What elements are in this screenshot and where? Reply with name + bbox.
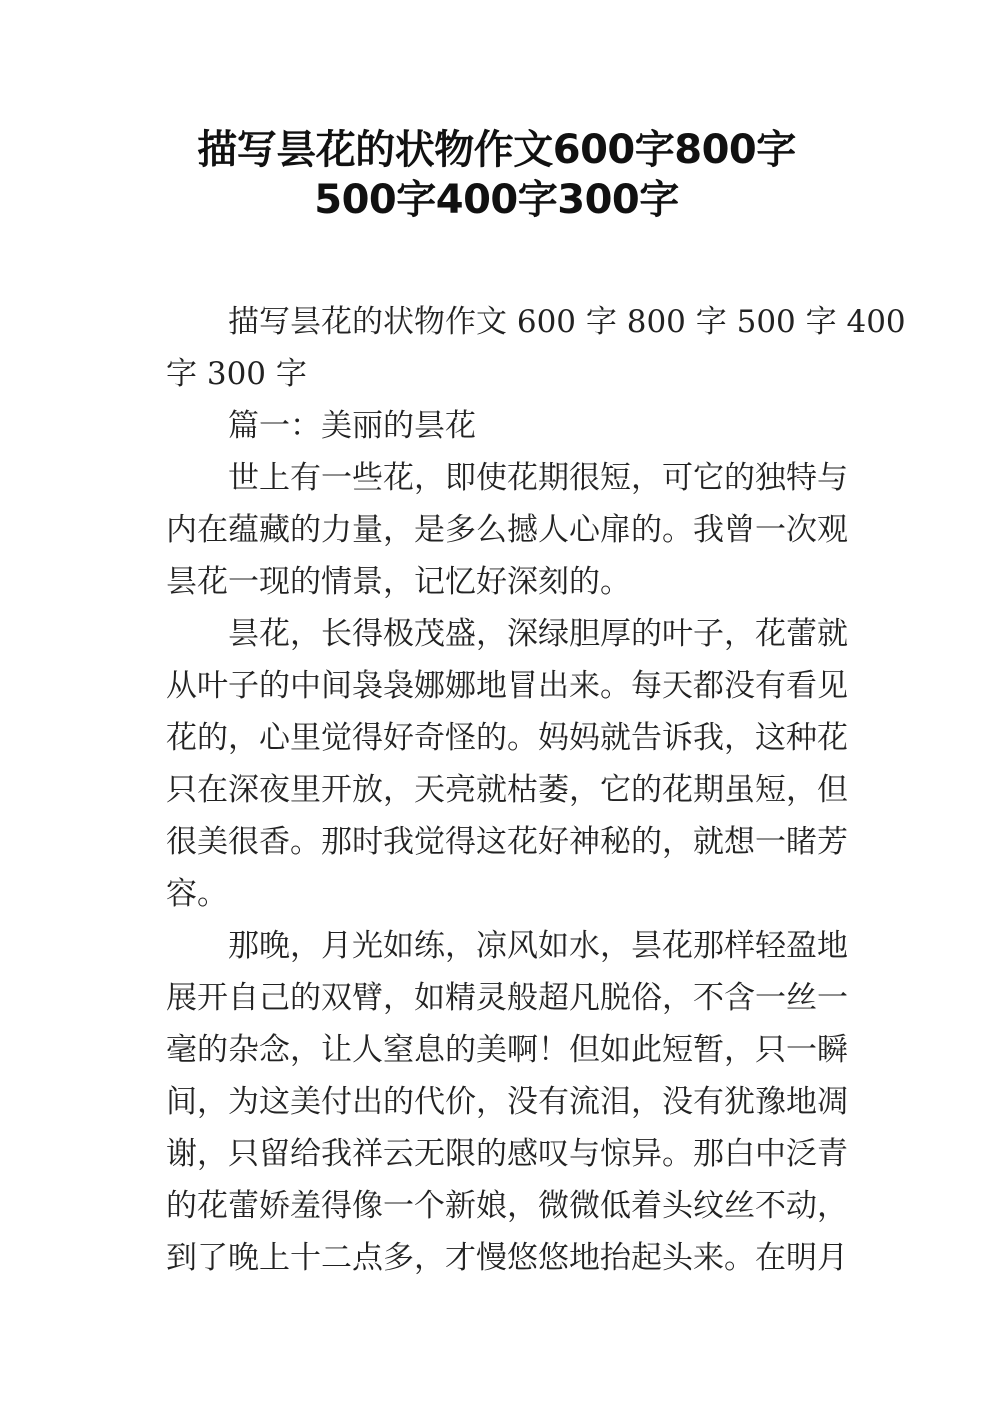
- paragraph-line: 内在蕴藏的力量，是多么撼人心扉的。我曾一次观: [166, 512, 848, 548]
- paragraph-line: 只在深夜里开放，天亮就枯萎，它的花期虽短，但: [166, 772, 848, 808]
- paragraph-line: 很美很香。那时我觉得这花好神秘的，就想一睹芳: [166, 824, 848, 860]
- paragraph-line: 到了晚上十二点多，才慢悠悠地抬起头来。在明月: [166, 1240, 848, 1276]
- paragraph-line: 容。: [166, 876, 228, 912]
- paragraph: [166, 608, 848, 920]
- document-body: [166, 296, 906, 1284]
- paragraph-line: 从叶子的中间袅袅娜娜地冒出来。每天都没有看见: [166, 668, 848, 704]
- paragraph-line: 毫的杂念，让人窒息的美啊！但如此短暂，只一瞬: [166, 1032, 848, 1068]
- paragraph: [166, 452, 848, 608]
- paragraph-line: 那晚，月光如练，凉风如水，昙花那样轻盈地: [228, 928, 848, 964]
- paragraph-line: 描写昙花的状物作文 600 字 800 字 500 字 400: [228, 304, 906, 340]
- paragraph-line: 花的，心里觉得好奇怪的。妈妈就告诉我，这种花: [166, 720, 848, 756]
- paragraph-line: 的花蕾娇羞得像一个新娘，微微低着头纹丝不动，: [166, 1188, 848, 1224]
- document-title-line-1: 描写昙花的状物作文600字800字: [197, 127, 796, 173]
- document-title-line-2: 500字400字300字: [314, 177, 679, 223]
- section-heading: [166, 400, 828, 452]
- paragraph-line: 字 300 字: [166, 356, 307, 392]
- paragraph-line: 谢，只留给我祥云无限的感叹与惊异。那白中泛青: [166, 1136, 848, 1172]
- paragraph-line: 间，为这美付出的代价，没有流泪，没有犹豫地凋: [166, 1084, 848, 1120]
- paragraph-line: 昙花一现的情景，记忆好深刻的。: [166, 564, 631, 600]
- paragraph-line: 篇一：美丽的昙花: [228, 408, 476, 444]
- paragraph: [166, 920, 848, 1284]
- paragraph: [166, 296, 906, 400]
- paragraph-line: 展开自己的双臂，如精灵般超凡脱俗，不含一丝一: [166, 980, 848, 1016]
- paragraph-line: 世上有一些花，即使花期很短，可它的独特与: [228, 460, 848, 496]
- paragraph-line: 昙花，长得极茂盛，深绿胆厚的叶子，花蕾就: [228, 616, 848, 652]
